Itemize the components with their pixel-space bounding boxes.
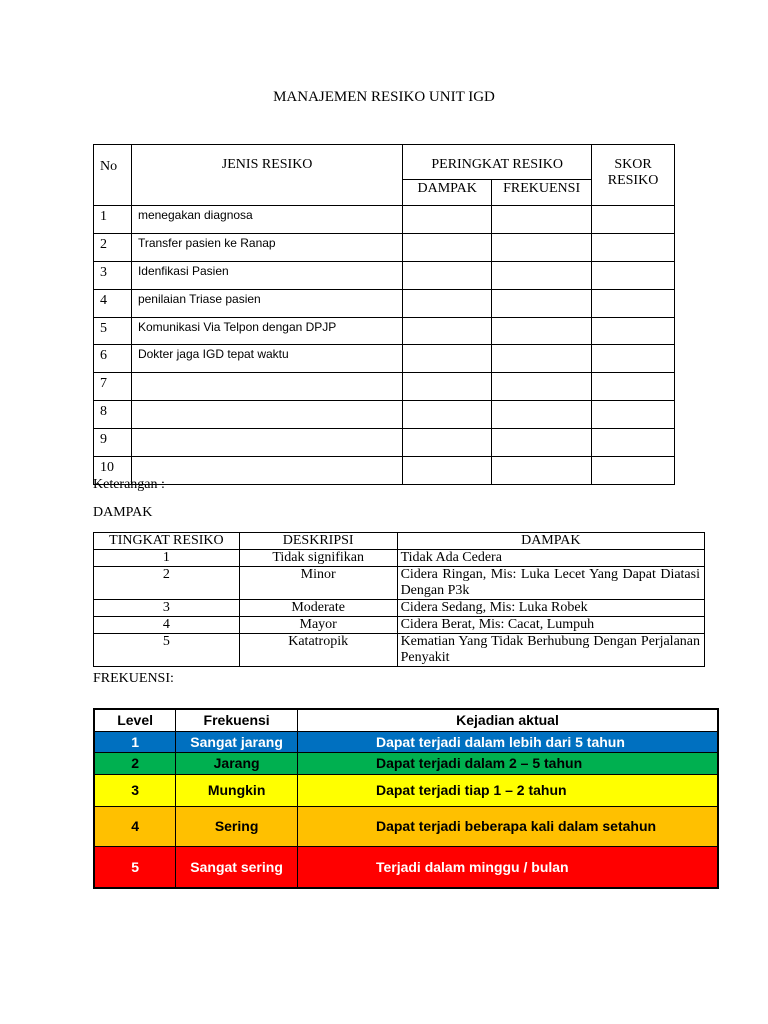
header-skor-resiko [592, 145, 675, 206]
header-dampak-col: DAMPAK [397, 533, 704, 550]
row-skor-cell [592, 429, 675, 457]
row-frekuensi-cell [492, 429, 592, 457]
table-row [94, 567, 705, 600]
table-row [94, 634, 705, 667]
risk-table [93, 144, 675, 485]
row-skor-cell [592, 345, 675, 373]
freq-level: 5 [94, 846, 176, 888]
dampak-deskripsi: Katatropik [239, 634, 397, 667]
table-row [94, 846, 718, 888]
freq-frekuensi: Sering [176, 806, 298, 846]
row-no: 7 [94, 373, 132, 401]
row-dampak-cell [403, 261, 492, 289]
table-row [94, 233, 675, 261]
dampak-tingkat: 4 [94, 617, 240, 634]
row-frekuensi-cell [492, 345, 592, 373]
dampak-tingkat: 2 [94, 567, 240, 600]
freq-header-row [94, 709, 718, 731]
freq-kejadian: Dapat terjadi tiap 1 – 2 tahun [297, 774, 718, 806]
freq-frekuensi: Sangat jarang [176, 731, 298, 752]
header-kejadian-aktual: Kejadian aktual [297, 709, 718, 731]
table-row [94, 289, 675, 317]
dampak-header-row [94, 533, 705, 550]
dampak-tingkat: 5 [94, 634, 240, 667]
freq-level: 4 [94, 806, 176, 846]
row-no: 3 [94, 261, 132, 289]
table-row [94, 617, 705, 634]
row-jenis [131, 429, 402, 457]
row-dampak-cell [403, 457, 492, 485]
header-frekuensi: FREKUENSI [492, 180, 592, 206]
freq-frekuensi: Sangat sering [176, 846, 298, 888]
table-row [94, 774, 718, 806]
table-row [94, 806, 718, 846]
header-no: No [94, 145, 132, 206]
row-jenis: Transfer pasien ke Ranap [131, 233, 402, 261]
header-deskripsi: DESKRIPSI [239, 533, 397, 550]
row-no: 4 [94, 289, 132, 317]
row-skor-cell [592, 289, 675, 317]
table-row [94, 600, 705, 617]
row-jenis [131, 457, 402, 485]
page-title: MANAJEMEN RESIKO UNIT IGD [273, 89, 495, 105]
row-frekuensi-cell [492, 457, 592, 485]
row-skor-cell [592, 261, 675, 289]
dampak-table [93, 532, 705, 667]
frekuensi-table [93, 708, 719, 889]
table-row [94, 731, 718, 752]
freq-frekuensi: Jarang [176, 752, 298, 774]
row-skor-cell [592, 233, 675, 261]
row-jenis [131, 401, 402, 429]
freq-kejadian: Dapat terjadi dalam lebih dari 5 tahun [297, 731, 718, 752]
table-row [94, 752, 718, 774]
keterangan-label: Keterangan : [93, 477, 165, 492]
row-jenis: Dokter jaga IGD tepat waktu [131, 345, 402, 373]
row-skor-cell [592, 317, 675, 345]
row-jenis: Idenfikasi Pasien [131, 261, 402, 289]
row-skor-cell [592, 373, 675, 401]
header-dampak: DAMPAK [403, 180, 492, 206]
row-frekuensi-cell [492, 373, 592, 401]
dampak-keterangan: Kematian Yang Tidak Berhubung Dengan Perjalanan Penyakit [397, 634, 704, 667]
frekuensi-section-label: FREKUENSI: [93, 671, 174, 686]
dampak-deskripsi: Moderate [239, 600, 397, 617]
table-row [94, 550, 705, 567]
row-skor-cell [592, 206, 675, 234]
row-dampak-cell [403, 373, 492, 401]
header-peringkat-resiko: PERINGKAT RESIKO [403, 145, 592, 180]
row-frekuensi-cell [492, 206, 592, 234]
header-frekuensi-col: Frekuensi [176, 709, 298, 731]
row-dampak-cell [403, 401, 492, 429]
dampak-keterangan: Cidera Sedang, Mis: Luka Robek [397, 600, 704, 617]
freq-kejadian: Dapat terjadi beberapa kali dalam setahun [297, 806, 718, 846]
row-frekuensi-cell [492, 289, 592, 317]
header-jenis-resiko: JENIS RESIKO [131, 145, 402, 206]
dampak-tingkat: 3 [94, 600, 240, 617]
table-row [94, 261, 675, 289]
table-row [94, 345, 675, 373]
row-frekuensi-cell [492, 233, 592, 261]
row-dampak-cell [403, 345, 492, 373]
row-no: 10 [94, 457, 132, 485]
dampak-keterangan: Tidak Ada Cedera [397, 550, 704, 567]
header-level: Level [94, 709, 176, 731]
freq-frekuensi: Mungkin [176, 774, 298, 806]
row-dampak-cell [403, 206, 492, 234]
row-no: 9 [94, 429, 132, 457]
row-skor-cell [592, 401, 675, 429]
row-jenis [131, 373, 402, 401]
row-skor-cell [592, 457, 675, 485]
table-row [94, 317, 675, 345]
table-row [94, 429, 675, 457]
freq-level: 1 [94, 731, 176, 752]
row-dampak-cell [403, 233, 492, 261]
row-frekuensi-cell [492, 261, 592, 289]
row-jenis: Komunikasi Via Telpon dengan DPJP [131, 317, 402, 345]
row-dampak-cell [403, 317, 492, 345]
dampak-deskripsi: Mayor [239, 617, 397, 634]
header-skor-line2: RESIKO [607, 173, 659, 188]
row-no: 8 [94, 401, 132, 429]
row-no: 6 [94, 345, 132, 373]
row-no: 5 [94, 317, 132, 345]
dampak-section-label: DAMPAK [93, 505, 153, 520]
dampak-keterangan: Cidera Berat, Mis: Cacat, Lumpuh [397, 617, 704, 634]
row-dampak-cell [403, 289, 492, 317]
dampak-keterangan: Cidera Ringan, Mis: Luka Lecet Yang Dapat Diatasi Dengan P3k [397, 567, 704, 600]
row-jenis: penilaian Triase pasien [131, 289, 402, 317]
row-jenis: menegakan diagnosa [131, 206, 402, 234]
table-row [94, 373, 675, 401]
freq-level: 3 [94, 774, 176, 806]
freq-kejadian: Dapat terjadi dalam 2 – 5 tahun [297, 752, 718, 774]
table-row [94, 206, 675, 234]
row-dampak-cell [403, 429, 492, 457]
row-no: 2 [94, 233, 132, 261]
dampak-tingkat: 1 [94, 550, 240, 567]
row-frekuensi-cell [492, 401, 592, 429]
row-frekuensi-cell [492, 317, 592, 345]
freq-level: 2 [94, 752, 176, 774]
dampak-deskripsi: Minor [239, 567, 397, 600]
header-tingkat-resiko: TINGKAT RESIKO [94, 533, 240, 550]
row-no: 1 [94, 206, 132, 234]
dampak-deskripsi: Tidak signifikan [239, 550, 397, 567]
freq-kejadian: Terjadi dalam minggu / bulan [297, 846, 718, 888]
header-skor-line1: SKOR [614, 157, 652, 172]
table-row [94, 401, 675, 429]
table-row [94, 457, 675, 485]
